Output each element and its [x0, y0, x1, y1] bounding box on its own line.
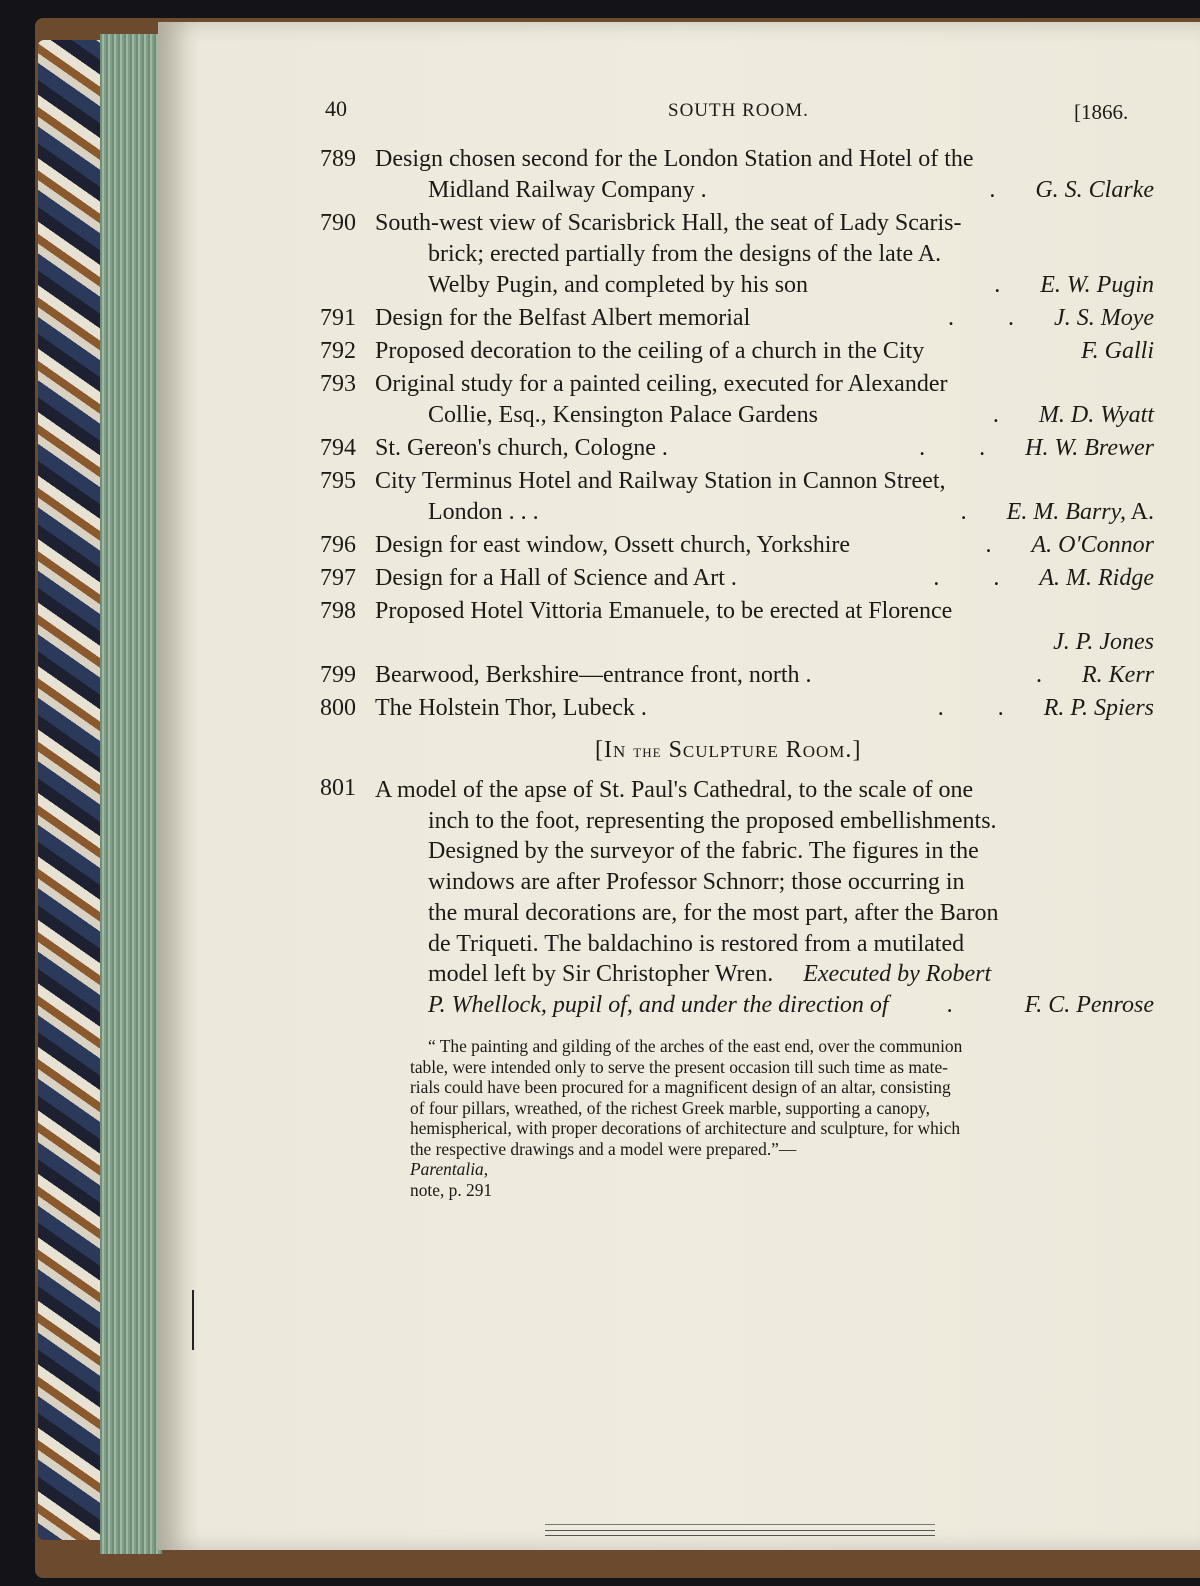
marbled-edge [38, 40, 108, 1540]
artist-name: A. M. Ridge [1039, 565, 1154, 591]
artist-name: E. W. Pugin [1040, 272, 1154, 298]
running-title: SOUTH ROOM. [668, 100, 809, 121]
entry-number: 793 [320, 371, 356, 397]
end-rule [545, 1524, 935, 1525]
entry-number: 791 [320, 305, 356, 331]
end-rule [545, 1530, 935, 1531]
catalogue-entry: 799 Bearwood, Berkshire—entrance front, north . . R. Kerr [320, 660, 1160, 691]
artist-name: R. Kerr [1082, 662, 1154, 688]
end-rule [545, 1535, 935, 1536]
catalogue-entry: 800 The Holstein Thor, Lubeck . . . R. P. Spiers [320, 693, 1160, 724]
artist-name: A. O'Connor [1031, 532, 1154, 558]
catalogue-entries [320, 144, 1160, 726]
artist-name: F. C. Penrose [1024, 991, 1154, 1018]
entry-number: 798 [320, 598, 356, 624]
page-number: 40 [325, 96, 347, 121]
artist-name: M. D. Wyatt [1038, 402, 1154, 428]
catalogue-entry: 790 South-west view of Scarisbrick Hall, the seat of Lady Scaris- brick; erected partially from the designs of the late A. Welby Pugin, and completed by his son . E. W. Pugin [320, 208, 1160, 301]
year-mark: [1866. [1074, 100, 1129, 124]
footnote-quote: “ The painting and gilding of the arches of the east end, over the communion table, were intended only to serve the present occasion till such time as mate- rials could have been procured for a magnificent design of an altar, consisting of four pillars, wreathed, of the richest Greek marble, supporting a canopy, hemispherical, with proper decorations of architecture and sculpture, for which the respective drawings and a model were prepared.”— Parentalia, note, p. 291 [410, 1036, 963, 1200]
catalogue-entry: 798 Proposed Hotel Vittoria Emanuele, to be erected at Florence J. P. Jones [320, 596, 1160, 658]
catalogue-entry: 793 Original study for a painted ceiling, executed for Alexander Collie, Esq., Kensington Palace Gardens . M. D. Wyatt [320, 369, 1160, 431]
catalogue-entry: 796 Design for east window, Ossett church, Yorkshire . A. O'Connor [320, 530, 1160, 561]
entry-number: 800 [320, 695, 356, 721]
entry-number: 789 [320, 146, 356, 172]
entry-number: 794 [320, 435, 356, 461]
artist-name: H. W. Brewer [1025, 435, 1154, 461]
catalogue-entry: 792 Proposed decoration to the ceiling of a church in the City F. Galli [320, 336, 1160, 367]
catalogue-entry: 791 Design for the Belfast Albert memorial . . J. S. Moye [320, 303, 1160, 334]
artist-name: G. S. Clarke [1035, 177, 1154, 203]
artist-name: J. S. Moye [1054, 305, 1154, 331]
artist-name: E. M. Barry, [1006, 499, 1126, 525]
entry-number: 801 [320, 775, 356, 801]
page-edges [100, 34, 162, 1554]
entry-number: 799 [320, 662, 356, 688]
artist-name: R. P. Spiers [1043, 695, 1154, 721]
catalogue-entry: 797 Design for a Hall of Science and Art . . . A. M. Ridge [320, 563, 1160, 594]
artist-name: J. P. Jones [1053, 629, 1154, 655]
entry-801: 801 A model of the apse of St. Paul's Cathedral, to the scale of one inch to the foot, representing the proposed embellishments. Designed by the surveyor of the fabric. The figures in the windows are after Professor Schnorr; those occurring in the mural decorations are, for the most part, after the Baron de Triqueti. The baldachino is restored from a mutilated model left by Sir Christopher Wren. Executed by Robert P. Whellock, pupil of, and under the direction of . F. C. Penrose [320, 775, 1160, 1021]
section-heading: [In the Sculpture Room.] [595, 737, 862, 763]
catalogue-entry: 795 City Terminus Hotel and Railway Station in Cannon Street, London . . . . E. M. Barry, A. [320, 466, 1160, 528]
catalogue-entry: 789 Design chosen second for the London Station and Hotel of the Midland Railway Company . . G. S. Clarke [320, 144, 1160, 206]
entry-number: 792 [320, 338, 356, 364]
entry-number: 796 [320, 532, 356, 558]
artist-name: F. Galli [1081, 338, 1154, 364]
entry-number: 797 [320, 565, 356, 591]
entry-number: 795 [320, 468, 356, 494]
catalogue-entry: 794 St. Gereon's church, Cologne . . . H. W. Brewer [320, 433, 1160, 464]
margin-mark [192, 1290, 194, 1350]
entry-number: 790 [320, 210, 356, 236]
